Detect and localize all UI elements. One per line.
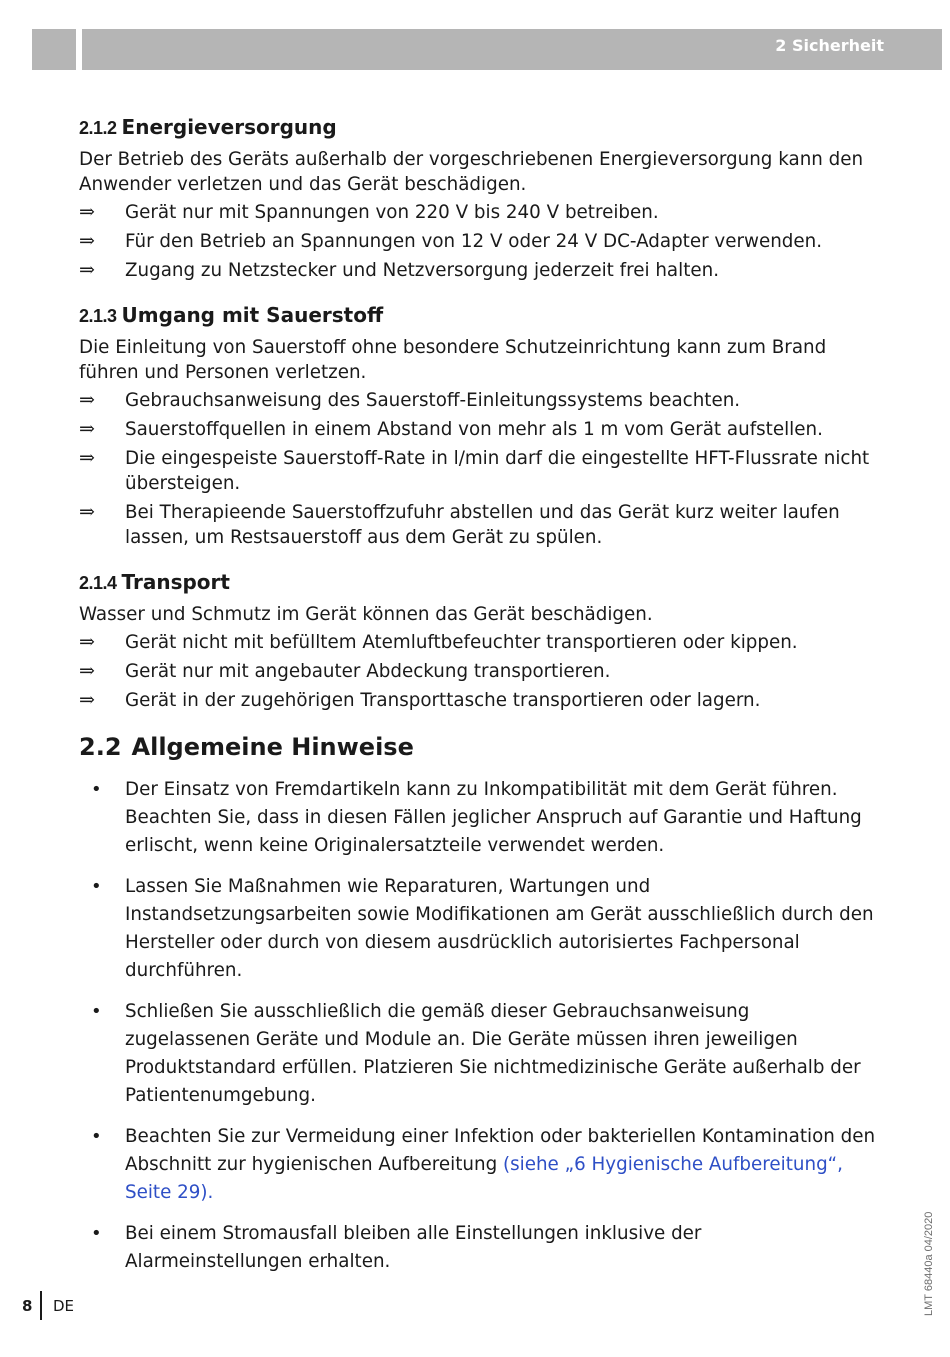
page-number: 8 [22,1297,33,1315]
section-allgemeine-hinweise [79,730,879,1276]
instruction-text: Gebrauchsanweisung des Sauerstoff-Einleitungssystems beachten. [125,390,741,411]
intro-text: Der Betrieb des Geräts außerhalb der vorgeschriebenen Energieversorgung kann den Anwender verletzen und das Gerät beschädigen. [79,149,864,195]
language-code: DE [53,1297,75,1315]
arrow-icon: ⇒ [79,389,95,411]
instruction-item [79,500,879,550]
footer-divider [40,1291,42,1320]
document-code: LMT 68440a 04/2020 [923,1211,935,1316]
heading-number: 2.1.4 [79,573,117,593]
instruction-item [79,446,879,496]
instruction-text: Gerät nur mit angebauter Abdeckung transportieren. [125,661,611,682]
bullet-icon: • [91,1126,102,1147]
heading-title: Transport [121,570,230,594]
instruction-text: Für den Betrieb an Spannungen von 12 V oder 24 V DC-Adapter verwenden. [125,231,823,252]
instruction-text: Gerät nur mit Spannungen von 220 V bis 240 V betreiben. [125,202,659,223]
header-tab-left [32,29,76,70]
bullet-item [79,1123,879,1207]
arrow-icon: ⇒ [79,689,95,711]
bullet-item [79,998,879,1110]
heading-umgang-mit-sauerstoff [79,300,879,331]
instruction-item [79,688,879,713]
bullet-item [79,873,879,985]
instruction-item [79,229,879,254]
heading-allgemeine-hinweise [79,730,879,764]
instruction-list [79,388,879,550]
arrow-icon: ⇒ [79,418,95,440]
heading-title: Energieversorgung [121,115,337,139]
page-content [79,112,879,1289]
arrow-icon: ⇒ [79,501,95,523]
bullet-icon: • [91,876,102,897]
heading-number: 2.1.2 [79,118,117,138]
section-umgang-mit-sauerstoff [79,300,879,550]
bullet-text: Lassen Sie Maßnahmen wie Reparaturen, Wartungen und Instandsetzungsarbeiten sowie Modifikationen am Gerät ausschließlich durch den Hersteller oder durch von diesem ausdrücklich autorisiertes Fachpersonal durchführen. [125,876,874,981]
arrow-icon: ⇒ [79,660,95,682]
instruction-text: Zugang zu Netzstecker und Netzversorgung jederzeit frei halten. [125,260,720,281]
instruction-text: Gerät in der zugehörigen Transporttasche transportieren oder lagern. [125,690,761,711]
instruction-list [79,200,879,283]
cross-reference-link[interactable]: (siehe „6 Hygienische Aufbereitung“, Seite 29). [125,1154,843,1203]
intro-text: Wasser und Schmutz im Gerät können das Gerät beschädigen. [79,604,653,625]
instruction-item [79,258,879,283]
bullet-icon: • [91,1001,102,1022]
section-transport [79,567,879,713]
header-section-title: 2 Sicherheit [775,36,884,55]
bullet-text: Beachten Sie zur Vermeidung einer Infektion oder bakteriellen Kontamination den Abschnitt zur hygienischen Aufbereitung [125,1126,876,1175]
arrow-icon: ⇒ [79,447,95,469]
arrow-icon: ⇒ [79,631,95,653]
heading-number: 2.2 [79,733,122,761]
bullet-icon: • [91,1223,102,1244]
bullet-text: Der Einsatz von Fremdartikeln kann zu Inkompatibilität mit dem Gerät führen. Beachten Sie, dass in diesen Fällen jeglicher Anspruch auf Garantie und Haftung erlischt, wenn keine Originalersatzteile verwendet werden. [125,779,862,856]
heading-transport [79,567,879,598]
instruction-item [79,659,879,684]
bullet-text: Bei einem Stromausfall bleiben alle Einstellungen inklusive der Alarmeinstellungen erhalten. [125,1223,702,1272]
instruction-item [79,200,879,225]
arrow-icon: ⇒ [79,259,95,281]
bullet-icon: • [91,779,102,800]
instruction-text: Gerät nicht mit befülltem Atemluftbefeuchter transportieren oder kippen. [125,632,798,653]
instruction-text: Die eingespeiste Sauerstoff-Rate in l/min darf die eingestellte HFT-Flussrate nicht übersteigen. [125,448,870,494]
heading-title: Allgemeine Hinweise [131,733,414,761]
heading-energieversorgung [79,112,879,143]
instruction-text: Sauerstoffquellen in einem Abstand von mehr als 1 m vom Gerät aufstellen. [125,419,823,440]
arrow-icon: ⇒ [79,201,95,223]
intro-text: Die Einleitung von Sauerstoff ohne besondere Schutzeinrichtung kann zum Brand führen und Personen verletzen. [79,337,827,383]
instruction-item [79,630,879,655]
instruction-text: Bei Therapieende Sauerstoffzufuhr abstellen und das Gerät kurz weiter laufen lassen, um Restsauerstoff aus dem Gerät zu spülen. [125,502,840,548]
heading-title: Umgang mit Sauerstoff [121,303,384,327]
instruction-item [79,388,879,413]
arrow-icon: ⇒ [79,230,95,252]
instruction-list [79,630,879,713]
instruction-item [79,417,879,442]
heading-number: 2.1.3 [79,306,117,326]
bullet-item [79,776,879,860]
bullet-list [79,776,879,1276]
section-energieversorgung [79,112,879,283]
bullet-item [79,1220,879,1276]
bullet-text: Schließen Sie ausschließlich die gemäß dieser Gebrauchsanweisung zugelassenen Geräte und Module an. Die Geräte müssen ihren jeweiligen Produktstandard erfüllen. Platzieren Sie nichtmedizinische Geräte außerhalb der Patientenumgebung. [125,1001,861,1106]
